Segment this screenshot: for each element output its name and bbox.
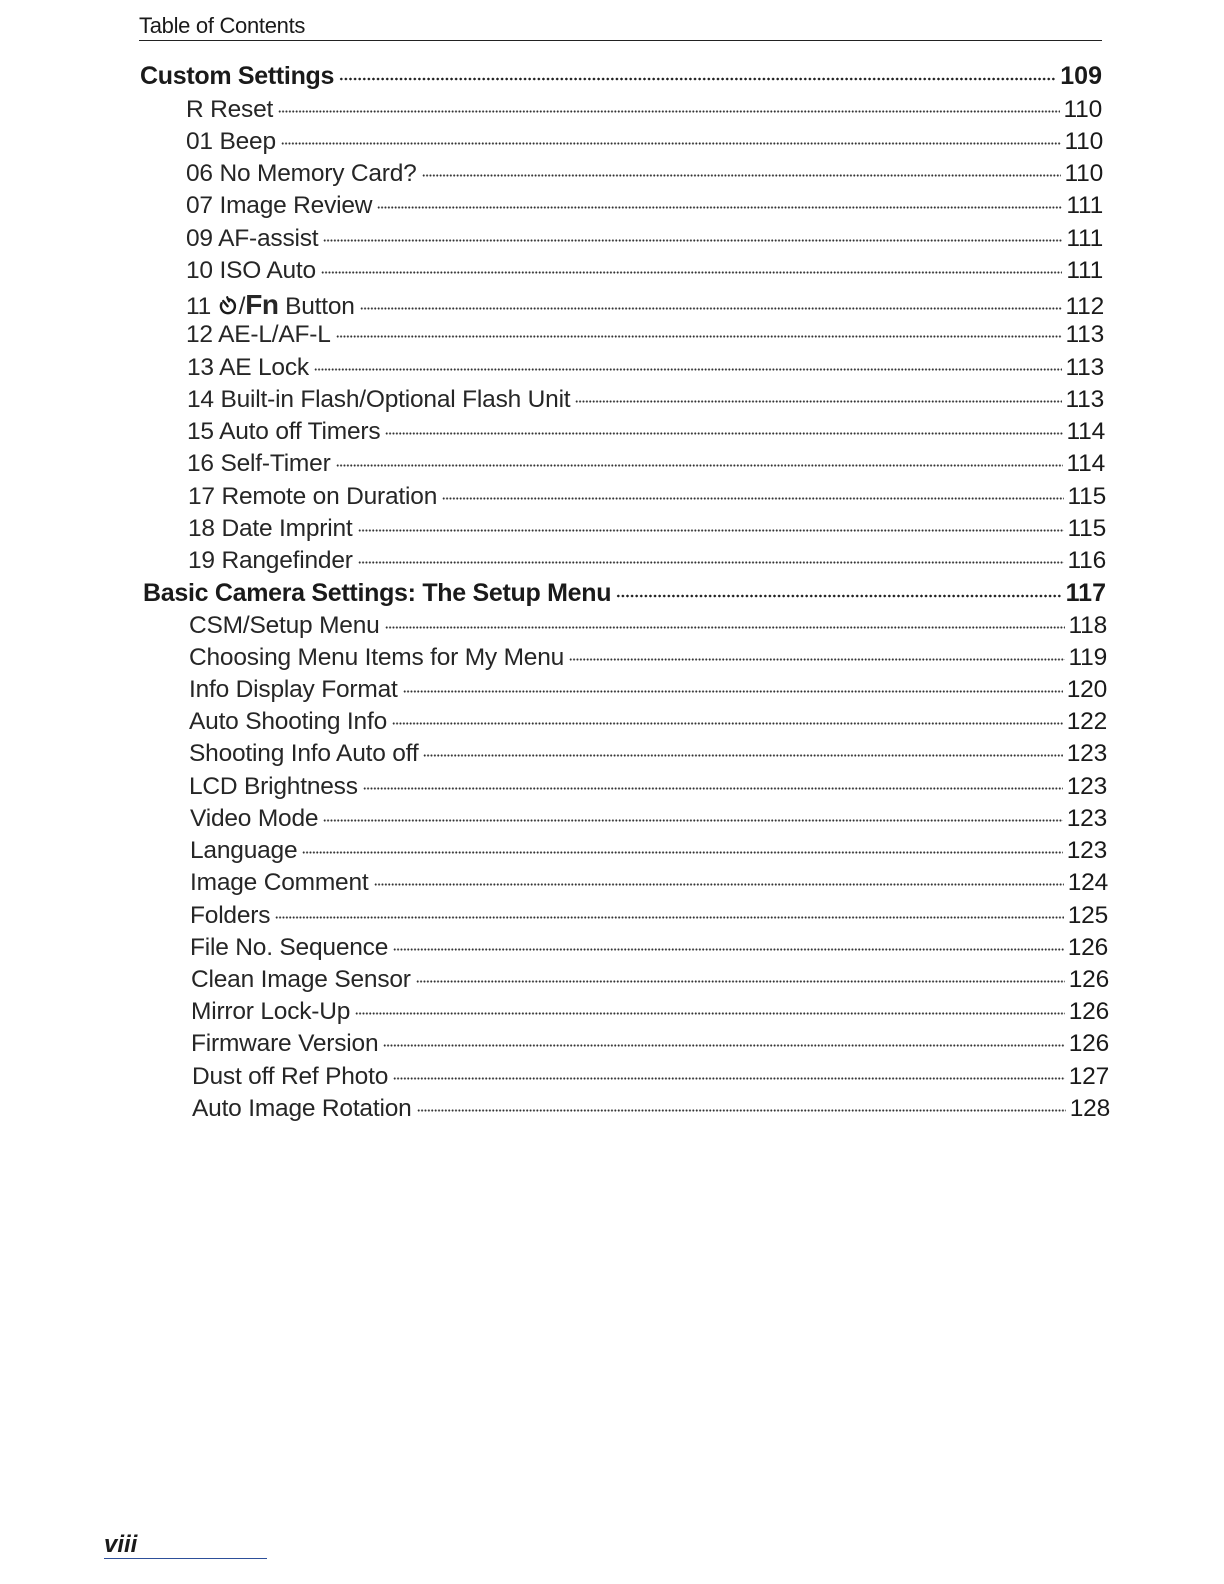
toc-entry-label: Dust off Ref Photo bbox=[192, 1063, 389, 1090]
toc-entry-page: 116 bbox=[1067, 547, 1106, 574]
toc-entry-page: 128 bbox=[1069, 1095, 1110, 1122]
dot-leader bbox=[374, 883, 1064, 889]
toc-entry-label: Info Display Format bbox=[189, 676, 398, 703]
toc-entry-label: 15 Auto off Timers bbox=[187, 418, 381, 445]
toc-entry-label: 16 Self-Timer bbox=[187, 450, 331, 477]
dot-leader bbox=[358, 561, 1064, 567]
dot-leader bbox=[575, 400, 1061, 406]
toc-entry-page: 111 bbox=[1066, 257, 1103, 284]
toc-entry[interactable] bbox=[186, 225, 1103, 257]
dot-leader bbox=[385, 626, 1065, 632]
dot-leader bbox=[363, 787, 1063, 793]
toc-entry-number: 11 bbox=[186, 293, 218, 320]
toc-entry[interactable] bbox=[186, 128, 1103, 160]
dot-leader bbox=[314, 368, 1062, 374]
toc-entry[interactable] bbox=[187, 418, 1105, 450]
toc-entry-label: Choosing Menu Items for My Menu bbox=[189, 644, 565, 671]
dot-leader bbox=[323, 239, 1062, 245]
toc-entry-label: 18 Date Imprint bbox=[188, 515, 353, 542]
toc-entry[interactable] bbox=[187, 354, 1104, 386]
toc-entry-label: LCD Brightness bbox=[189, 773, 358, 800]
toc-entry-label: 06 No Memory Card? bbox=[186, 160, 417, 187]
toc-entry-page: 110 bbox=[1064, 128, 1103, 155]
dot-leader bbox=[360, 307, 1062, 313]
dot-leader bbox=[385, 432, 1062, 438]
toc-entry-page: 124 bbox=[1067, 869, 1108, 896]
toc-entry-label bbox=[186, 289, 355, 321]
toc-entry-page: 113 bbox=[1065, 354, 1104, 381]
page-title: Table of Contents bbox=[139, 13, 306, 38]
toc-entry-label: Shooting Info Auto off bbox=[189, 740, 419, 767]
toc-section-custom-settings[interactable] bbox=[140, 62, 1102, 94]
toc-entry-page: 113 bbox=[1065, 321, 1104, 348]
dot-leader bbox=[416, 980, 1065, 986]
dot-leader bbox=[383, 1044, 1064, 1050]
dot-leader bbox=[302, 851, 1062, 857]
toc-entry-label: CSM/Setup Menu bbox=[189, 612, 380, 639]
toc-entry-label: 10 ISO Auto bbox=[186, 257, 316, 284]
toc-entry[interactable] bbox=[188, 515, 1106, 547]
dot-leader bbox=[422, 174, 1061, 180]
toc-entry[interactable] bbox=[186, 192, 1103, 224]
toc-entry[interactable] bbox=[186, 160, 1103, 192]
toc-entry-label: Auto Image Rotation bbox=[192, 1095, 412, 1122]
toc-entry-page: 123 bbox=[1066, 740, 1107, 767]
toc-entry-page: 114 bbox=[1066, 450, 1105, 477]
dot-leader bbox=[339, 77, 1056, 83]
toc-entry-label: 09 AF-assist bbox=[186, 225, 319, 252]
toc-entry[interactable] bbox=[189, 676, 1107, 708]
toc-entry[interactable] bbox=[190, 869, 1108, 901]
toc-entry-page: 123 bbox=[1066, 837, 1107, 864]
toc-entry-page: 109 bbox=[1060, 62, 1102, 90]
toc-entry-label: 13 AE Lock bbox=[187, 354, 309, 381]
toc-entry[interactable] bbox=[186, 321, 1104, 353]
toc-entry[interactable] bbox=[189, 773, 1107, 805]
toc-entry-label: Firmware Version bbox=[191, 1030, 379, 1057]
toc-entry[interactable] bbox=[190, 902, 1108, 934]
toc-entry-label: 14 Built-in Flash/Optional Flash Unit bbox=[187, 386, 571, 413]
toc-entry[interactable] bbox=[189, 740, 1107, 772]
dot-leader bbox=[423, 754, 1062, 760]
toc-entry-page: 126 bbox=[1068, 1030, 1109, 1057]
self-timer-icon bbox=[218, 296, 238, 316]
toc-entry-label: Mirror Lock-Up bbox=[191, 998, 351, 1025]
fn-label: Fn bbox=[245, 289, 279, 320]
dot-leader bbox=[377, 206, 1062, 212]
toc-entry-page: 126 bbox=[1068, 966, 1109, 993]
toc-entry-label: Image Comment bbox=[190, 869, 369, 896]
dot-leader bbox=[278, 110, 1059, 116]
toc-entry[interactable] bbox=[189, 708, 1107, 740]
toc-entry-label: Language bbox=[190, 837, 298, 864]
toc-entry-label: Custom Settings bbox=[140, 62, 335, 90]
toc-entry-label: R Reset bbox=[186, 96, 274, 123]
toc-entry-suffix: Button bbox=[278, 293, 355, 320]
toc-entry[interactable] bbox=[186, 257, 1103, 289]
toc-entry-label: 01 Beep bbox=[186, 128, 276, 155]
toc-entry-page: 111 bbox=[1066, 225, 1103, 252]
dot-leader bbox=[393, 948, 1064, 954]
toc-entry-page: 118 bbox=[1068, 612, 1107, 639]
toc-entry[interactable] bbox=[192, 1063, 1109, 1095]
dot-leader bbox=[281, 142, 1061, 148]
dot-leader bbox=[403, 690, 1063, 696]
toc-entry-label: 12 AE-L/AF-L bbox=[186, 321, 331, 348]
dot-leader bbox=[442, 497, 1063, 503]
toc-entry-page: 110 bbox=[1063, 96, 1102, 123]
toc-entry-label: Folders bbox=[190, 902, 271, 929]
dot-leader bbox=[358, 529, 1064, 535]
dot-leader bbox=[336, 335, 1062, 341]
toc-entry-page: 125 bbox=[1067, 902, 1108, 929]
toc-entry[interactable] bbox=[187, 386, 1104, 418]
toc-entry-page: 115 bbox=[1067, 483, 1106, 510]
dot-leader bbox=[323, 819, 1062, 825]
toc-entry-page: 110 bbox=[1064, 160, 1103, 187]
toc-entry-label: Basic Camera Settings: The Setup Menu bbox=[143, 579, 612, 607]
dot-leader bbox=[616, 594, 1061, 600]
toc-entry-page: 112 bbox=[1065, 293, 1104, 320]
dot-leader bbox=[393, 1077, 1065, 1083]
toc-entry-page: 117 bbox=[1065, 579, 1106, 607]
toc-entry-page: 122 bbox=[1066, 708, 1107, 735]
toc-entry[interactable] bbox=[188, 483, 1106, 515]
toc-entry[interactable] bbox=[189, 612, 1107, 644]
toc-entry[interactable] bbox=[191, 1030, 1109, 1062]
dot-leader bbox=[336, 464, 1063, 470]
toc-entry-page: 123 bbox=[1066, 805, 1107, 832]
toc-entry-label: 07 Image Review bbox=[186, 192, 373, 219]
toc-entry-page: 119 bbox=[1068, 644, 1107, 671]
toc-entry-label: Auto Shooting Info bbox=[189, 708, 387, 735]
toc-entry-page: 126 bbox=[1067, 934, 1108, 961]
toc-entry[interactable] bbox=[191, 998, 1109, 1030]
toc-entry-label: Clean Image Sensor bbox=[191, 966, 411, 993]
dot-leader bbox=[275, 916, 1063, 922]
dot-leader bbox=[569, 658, 1064, 664]
toc-entry-fn-button[interactable] bbox=[186, 289, 1104, 321]
toc-section-basic-camera-settings[interactable] bbox=[143, 579, 1106, 611]
page-number: viii bbox=[104, 1531, 138, 1558]
toc-entry[interactable] bbox=[192, 1095, 1110, 1127]
toc-entry-label: 19 Rangefinder bbox=[188, 547, 353, 574]
dot-leader bbox=[355, 1012, 1065, 1018]
toc-entry-page: 127 bbox=[1068, 1063, 1109, 1090]
toc-entry[interactable] bbox=[188, 547, 1106, 579]
toc-entry-page: 126 bbox=[1068, 998, 1109, 1025]
toc-entry-page: 123 bbox=[1066, 773, 1107, 800]
dot-leader bbox=[417, 1109, 1066, 1115]
toc-entry-label: 17 Remote on Duration bbox=[188, 483, 438, 510]
toc-entry[interactable] bbox=[186, 96, 1102, 128]
toc-entry-page: 120 bbox=[1066, 676, 1107, 703]
footer-rule bbox=[104, 1558, 267, 1559]
dot-leader bbox=[321, 271, 1062, 277]
toc-entry-label: Video Mode bbox=[190, 805, 319, 832]
toc-entry[interactable] bbox=[189, 644, 1107, 676]
toc-entry-page: 114 bbox=[1066, 418, 1105, 445]
toc-entry[interactable] bbox=[190, 805, 1107, 837]
slash-separator: / bbox=[238, 293, 246, 320]
dot-leader bbox=[392, 722, 1063, 728]
toc-entry-page: 111 bbox=[1066, 192, 1103, 219]
toc-entry[interactable] bbox=[190, 934, 1108, 966]
toc-entry-page: 113 bbox=[1065, 386, 1104, 413]
toc-entry-page: 115 bbox=[1067, 515, 1106, 542]
toc-entry[interactable] bbox=[191, 966, 1109, 998]
toc-entry[interactable] bbox=[190, 837, 1107, 869]
toc-entry-label: File No. Sequence bbox=[190, 934, 389, 961]
toc-entry[interactable] bbox=[187, 450, 1105, 482]
